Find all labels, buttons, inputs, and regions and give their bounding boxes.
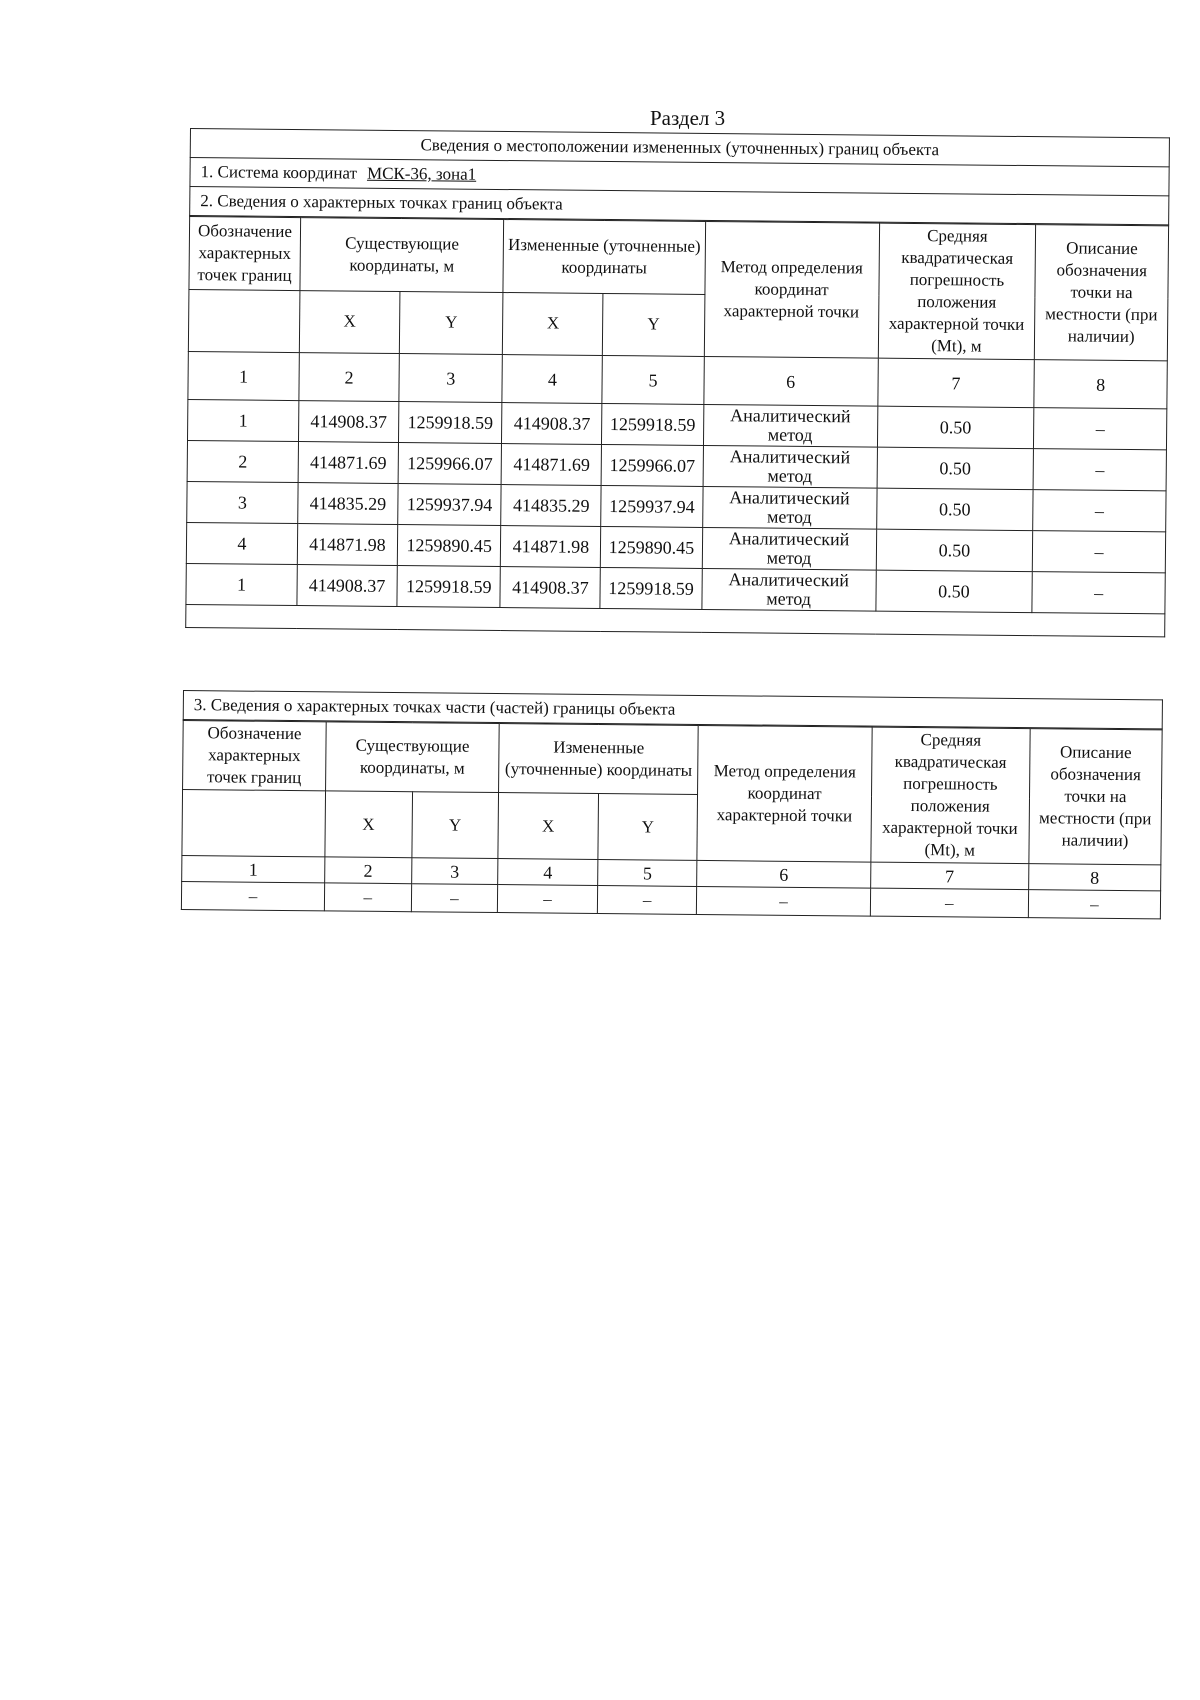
hdr-existing: Существующие координаты, м — [300, 218, 504, 293]
col-number: 6 — [697, 860, 871, 888]
description: – — [1032, 531, 1165, 573]
point-id: 1 — [186, 563, 297, 605]
hdr-existing-y: Y — [399, 291, 503, 354]
parts-points-table — [181, 720, 1163, 919]
changed-x: 414871.98 — [501, 526, 601, 568]
dash-cell: – — [181, 881, 324, 910]
hdr-existing-y: Y — [411, 792, 498, 859]
existing-x: 414871.69 — [298, 442, 398, 484]
col-number: 5 — [602, 355, 704, 404]
changed-x: 414835.29 — [501, 485, 601, 527]
point-id: 4 — [186, 522, 297, 564]
mt-error: 0.50 — [876, 488, 1033, 531]
col-number: 8 — [1028, 864, 1160, 891]
changed-y: 1259890.45 — [601, 526, 703, 568]
hdr-existing: Существующие координаты, м — [325, 722, 499, 793]
existing-y: 1259918.59 — [397, 566, 501, 608]
changed-y: 1259918.59 — [600, 567, 702, 609]
subsection3-title: 3. Сведения о характерных точках части (частей) границы объекта — [183, 691, 1162, 729]
hdr-changed: Измененные (уточненные) координаты — [499, 724, 699, 795]
method: Аналитический метод — [703, 445, 877, 488]
method: Аналитический метод — [702, 486, 876, 529]
boundary-block — [185, 128, 1170, 637]
method: Аналитический метод — [701, 568, 875, 611]
hdr-designation-empty — [188, 289, 300, 352]
mt-error: 0.50 — [877, 447, 1034, 490]
hdr-error: Средняя квадратическая погрешность положения характерной точки (Mt), м — [878, 223, 1036, 359]
dash-cell: – — [697, 886, 871, 916]
coord-system-label: 1. Система координат — [200, 162, 358, 183]
col-number: 2 — [299, 353, 400, 402]
method: Аналитический метод — [702, 527, 876, 570]
hdr-changed-y: Y — [598, 793, 698, 860]
col-number: 1 — [188, 351, 299, 400]
hdr-designation: Обозначение характерных точек границ — [189, 217, 301, 291]
mt-error: 0.50 — [877, 406, 1034, 449]
dash-cell: – — [597, 885, 697, 914]
existing-y: 1259890.45 — [397, 525, 501, 567]
dash-cell: – — [870, 888, 1028, 918]
existing-y: 1259937.94 — [398, 484, 502, 526]
description: – — [1034, 408, 1167, 450]
hdr-changed-x: X — [503, 292, 604, 355]
col-number: 4 — [502, 355, 603, 404]
hdr-designation-empty — [182, 790, 326, 857]
description: – — [1033, 449, 1166, 491]
method: Аналитический метод — [703, 404, 877, 447]
changed-x: 414871.69 — [501, 444, 601, 486]
dash-cell: – — [324, 883, 411, 912]
changed-x: 414908.37 — [500, 567, 600, 609]
hdr-existing-x: X — [325, 791, 412, 858]
hdr-existing-x: X — [299, 290, 400, 353]
changed-y: 1259937.94 — [601, 485, 703, 527]
hdr-error: Средняя квадратическая погрешность положения характерной точки (Mt), м — [871, 727, 1030, 864]
hdr-designation: Обозначение характерных точек границ — [183, 721, 327, 791]
col-number: 2 — [325, 857, 412, 884]
coord-system-value: МСК-36, зона1 — [366, 163, 477, 184]
point-id: 1 — [188, 399, 299, 441]
col-number: 3 — [399, 354, 503, 403]
existing-x: 414908.37 — [298, 401, 398, 443]
dash-cell: – — [1028, 890, 1160, 919]
existing-x: 414871.98 — [297, 524, 397, 566]
existing-y: 1259918.59 — [399, 402, 503, 444]
col-number: 7 — [877, 358, 1034, 408]
changed-y: 1259918.59 — [602, 403, 704, 445]
description: – — [1033, 490, 1166, 532]
col-number: 6 — [703, 356, 877, 406]
col-number: 1 — [182, 855, 325, 882]
existing-x: 414835.29 — [298, 483, 398, 525]
hdr-description: Описание обозначения точки на местности (при наличии) — [1035, 225, 1169, 361]
hdr-changed-y: Y — [603, 293, 705, 356]
hdr-changed-x: X — [498, 793, 598, 860]
hdr-method: Метод определения координат характерной точки — [697, 725, 872, 862]
subsection2-title: 2. Сведения о характерных точках границ объекта — [190, 187, 1169, 225]
point-id: 2 — [187, 440, 298, 482]
col-number: 7 — [870, 862, 1028, 890]
col-number: 4 — [498, 859, 598, 886]
dash-cell: – — [498, 885, 598, 914]
hdr-method: Метод определения координат характерной точки — [704, 221, 879, 358]
parts-block — [181, 690, 1163, 919]
existing-x: 414908.37 — [297, 565, 397, 607]
point-id: 3 — [187, 481, 298, 523]
section-title: Раздел 3 — [650, 106, 726, 130]
mt-error: 0.50 — [876, 529, 1033, 572]
col-number: 8 — [1034, 360, 1167, 409]
hdr-changed: Измененные (уточненные) координаты — [503, 220, 705, 295]
boundary-points-table — [185, 216, 1169, 637]
hdr-description: Описание обозначения точки на местности (при наличии) — [1029, 729, 1162, 865]
col-number: 5 — [597, 859, 697, 886]
existing-y: 1259966.07 — [398, 443, 502, 485]
main-title: Сведения о местоположении измененных (уточненных) границ объекта — [190, 129, 1169, 167]
header-frame — [189, 128, 1170, 225]
changed-x: 414908.37 — [502, 403, 602, 445]
col-number: 3 — [411, 858, 498, 885]
dash-cell: – — [411, 884, 498, 913]
changed-y: 1259966.07 — [601, 444, 703, 486]
mt-error: 0.50 — [875, 570, 1032, 613]
description: – — [1032, 572, 1165, 614]
